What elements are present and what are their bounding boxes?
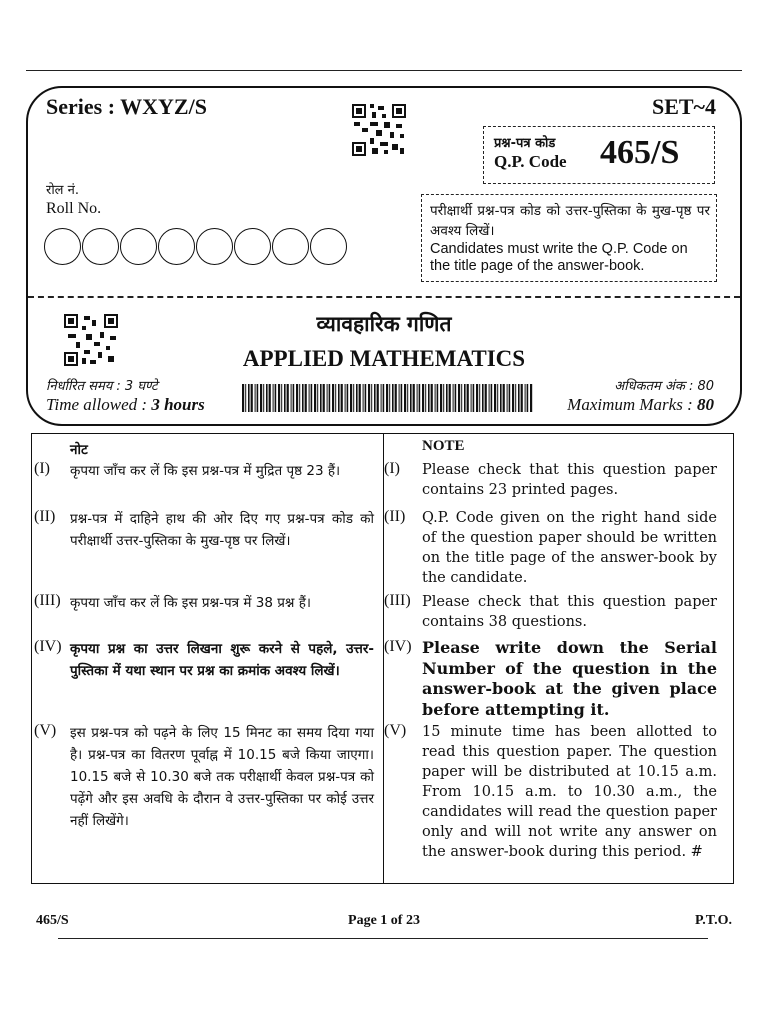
qp-code-value: 465/S xyxy=(600,134,680,171)
note-item: (IV) Please write down the Serial Number of the question in the answer-book at the given place before attempting it. xyxy=(384,638,717,719)
time-allowed-value: 3 hours xyxy=(151,395,205,414)
roll-label-hindi: रोल नं. xyxy=(46,183,79,198)
roll-digit-box[interactable] xyxy=(272,228,309,265)
note-item-hindi: (III) कृपया जाँच कर लें कि इस प्रश्न-पत्र में 38 प्रश्न हैं। xyxy=(34,592,312,611)
note-item: (III) Please check that this question paper contains 38 questions. xyxy=(384,592,717,630)
footer-page-number: Page 1 of 23 xyxy=(348,913,420,928)
time-allowed xyxy=(46,395,205,415)
roll-digit-box[interactable] xyxy=(234,228,271,265)
candidate-note-hindi: परीक्षार्थी प्रश्न-पत्र कोड को उत्तर-पुस्तिका के मुख-पृष्ठ पर अवश्य लिखें। xyxy=(430,203,710,239)
notes-heading: NOTE xyxy=(422,438,465,454)
series-label: Series : WXYZ/S xyxy=(46,94,207,119)
roll-digit-box[interactable] xyxy=(120,228,157,265)
footer-pto: P.T.O. xyxy=(695,913,732,928)
bottom-rule xyxy=(58,938,708,939)
set-label: SET~4 xyxy=(651,94,716,119)
roll-digit-box[interactable] xyxy=(158,228,195,265)
header-divider xyxy=(28,296,740,298)
footer-qp-code: 465/S xyxy=(36,913,69,928)
note-item-hindi: (IV) कृपया प्रश्न का उत्तर लिखना शुरू करने से पहले, उत्तर-पुस्तिका में यथा स्थान पर प्रश्न का क्रमांक अवश्य लिखें। xyxy=(34,638,374,679)
top-rule xyxy=(26,70,742,71)
note-item: (I) Please check that this question paper contains 23 printed pages. xyxy=(384,460,717,498)
qp-code-label: Q.P. Code xyxy=(494,152,567,171)
barcode-icon xyxy=(242,384,534,412)
max-marks-label: Maximum Marks : xyxy=(567,395,693,414)
note-item-hindi: (II) प्रश्न-पत्र में दाहिने हाथ की ओर दिए गए प्रश्न-पत्र कोड को परीक्षार्थी उत्तर-पुस्तिका के मुख-पृष्ठ पर लिखें। xyxy=(34,508,374,549)
max-marks xyxy=(567,395,714,415)
roll-digit-box[interactable] xyxy=(44,228,81,265)
roll-number-boxes xyxy=(44,228,347,265)
roll-digit-box[interactable] xyxy=(196,228,233,265)
time-allowed-hindi: निर्धारित समय : 3 घण्टे xyxy=(46,379,158,394)
subject-title: APPLIED MATHEMATICS xyxy=(242,346,526,371)
instructions-table xyxy=(31,433,734,884)
roll-digit-box[interactable] xyxy=(310,228,347,265)
note-item: (V) 15 minute time has been allotted to read this question paper. The question paper will be distributed at 10.15 a.m. From 10.15 a.m. to 10.30 a.m., the candidates will read the question paper only and will not write any answer on the answer-book during this period. # xyxy=(384,722,717,860)
note-item-hindi: (I) कृपया जाँच कर लें कि इस प्रश्न-पत्र में मुद्रित पृष्ठ 23 हैं। xyxy=(34,460,341,479)
max-marks-value: 80 xyxy=(697,395,714,414)
qp-code-label-hindi: प्रश्न-पत्र कोड xyxy=(494,136,556,151)
note-item: (II) Q.P. Code given on the right hand side of the question paper should be written on the title page of the answer-book by the candidate. xyxy=(384,508,717,586)
roll-label: Roll No. xyxy=(46,200,102,217)
candidate-note: Candidates must write the Q.P. Code on the title page of the answer-book. xyxy=(430,241,688,274)
time-allowed-label: Time allowed : xyxy=(46,395,148,414)
note-item-hindi: (V) इस प्रश्न-पत्र को पढ़ने के लिए 15 मिनट का समय दिया गया है। प्रश्न-पत्र का वितरण पूर्वाह्न में 10.15 बजे किया जाएगा। 10.15 बजे से 10.30 बजे तक परीक्षार्थी केवल प्रश्न-पत्र को पढ़ेंगे और इस अवधि के दौरान वे उत्तर-पुस्तिका पर कोई उत्तर नहीं लिखेंगे। xyxy=(34,722,374,829)
candidate-instruction-box xyxy=(421,194,717,282)
notes-heading-hindi: नोट xyxy=(70,442,88,458)
qr-code-icon xyxy=(352,104,406,156)
roll-digit-box[interactable] xyxy=(82,228,119,265)
max-marks-hindi: अधिकतम अंक : 80 xyxy=(614,379,714,394)
subject-title-hindi: व्यावहारिक गणित xyxy=(316,312,452,336)
